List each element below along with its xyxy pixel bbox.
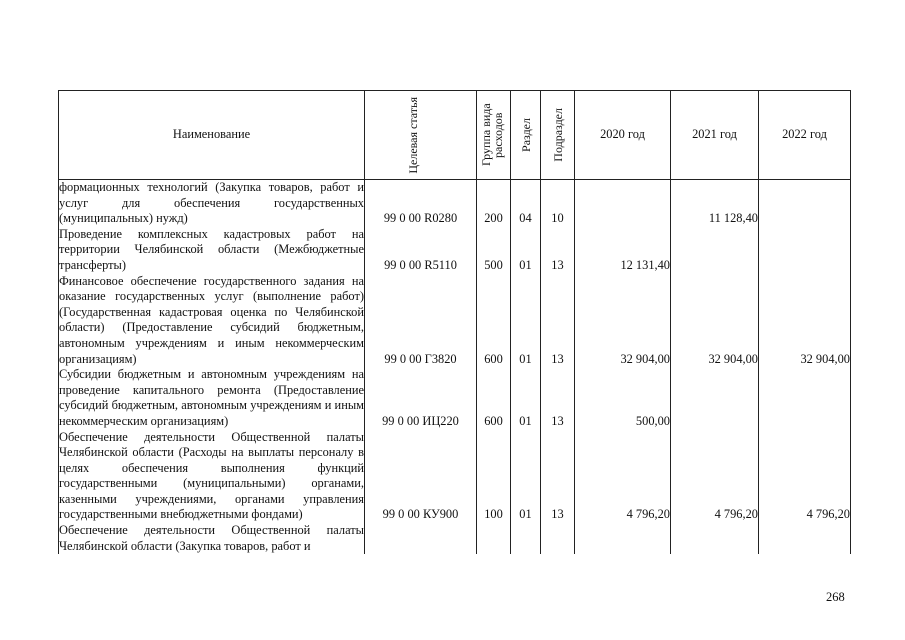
row-name: Обеспечение деятельности Общественной палаты Челябинской области (Расходы на выплаты персоналу в целях обеспечения выполнения функций государственными (муниципальными) органами, казенными учреждениями, органами управления государственными внебюджетными фондами): [59, 429, 364, 522]
row-2021: 4 796,20: [671, 430, 759, 524]
row-section: 04: [511, 180, 541, 227]
header-target: Целевая статья: [365, 91, 477, 180]
row-section: 01: [511, 367, 541, 429]
row-name: формационных технологий (Закупка товаров, работ и услуг для обеспечения государственных (муниципальных) нужд): [59, 180, 364, 226]
table-header-row: [59, 91, 851, 180]
header-subsection: Подраздел: [541, 91, 575, 180]
row-2021: [671, 227, 759, 274]
row-name: Обеспечение деятельности Общественной палаты Челябинской области (Закупка товаров, работ и: [59, 523, 364, 553]
row-sub: 13: [541, 227, 575, 274]
header-section: Раздел: [511, 91, 541, 180]
header-name: Наименование: [59, 91, 365, 180]
row-section: 01: [511, 274, 541, 368]
table-row: [59, 274, 851, 368]
row-sub: 13: [541, 274, 575, 368]
row-2020: [575, 180, 671, 227]
row-target: 99 0 00 R0280: [365, 180, 477, 227]
row-sub: 10: [541, 180, 575, 227]
table-row: [59, 430, 851, 524]
row-2022: 32 904,00: [759, 274, 851, 368]
row-name: Субсидии бюджетным и автономным учреждениям на проведение капитального ремонта (Предоставление субсидий бюджетным, автономным учреждениям и иным некоммерческим организациям): [59, 367, 364, 428]
row-section: 01: [511, 227, 541, 274]
row-sub: 13: [541, 430, 575, 524]
row-target: 99 0 00 R5110: [365, 227, 477, 274]
row-name: Финансовое обеспечение государственного задания на оказание государственных услуг (выполнение работ) (Государственная кадастровая оценка по Челябинской области) (Предоставление субсидий бюджетным, автономным учреждениям и иным некоммерческим организациям): [59, 273, 364, 366]
row-target: 99 0 00 Г3820: [365, 274, 477, 368]
row-2022: [759, 367, 851, 429]
row-2020: 12 131,40: [575, 227, 671, 274]
row-group: 200: [477, 180, 511, 227]
table-row: [59, 180, 851, 227]
row-name: Проведение комплексных кадастровых работ на территории Челябинской области (Межбюджетные трансферты): [59, 226, 364, 272]
row-target: [365, 523, 477, 554]
row-group: [477, 523, 511, 554]
row-group: 600: [477, 274, 511, 368]
row-2021: 11 128,40: [671, 180, 759, 227]
row-2022: [759, 523, 851, 554]
row-2020: 500,00: [575, 367, 671, 429]
row-2021: 32 904,00: [671, 274, 759, 368]
table-row: [59, 227, 851, 274]
row-sub: [541, 523, 575, 554]
row-2021: [671, 523, 759, 554]
header-exp-group: Группа вида расходов: [477, 91, 511, 180]
budget-table: [58, 90, 851, 554]
row-target: 99 0 00 КУ900: [365, 430, 477, 524]
row-2020: 32 904,00: [575, 274, 671, 368]
row-group: 600: [477, 367, 511, 429]
row-2020: 4 796,20: [575, 430, 671, 524]
row-target: 99 0 00 ИЦ220: [365, 367, 477, 429]
header-2020: 2020 год: [575, 91, 671, 180]
table-row: [59, 523, 851, 554]
header-2021: 2021 год: [671, 91, 759, 180]
row-section: 01: [511, 430, 541, 524]
row-2022: [759, 180, 851, 227]
row-2020: [575, 523, 671, 554]
row-sub: 13: [541, 367, 575, 429]
row-group: 100: [477, 430, 511, 524]
row-group: 500: [477, 227, 511, 274]
row-section: [511, 523, 541, 554]
header-2022: 2022 год: [759, 91, 851, 180]
row-2021: [671, 367, 759, 429]
row-2022: [759, 227, 851, 274]
row-2022: 4 796,20: [759, 430, 851, 524]
page-number: 268: [826, 590, 845, 604]
table-row: [59, 367, 851, 429]
